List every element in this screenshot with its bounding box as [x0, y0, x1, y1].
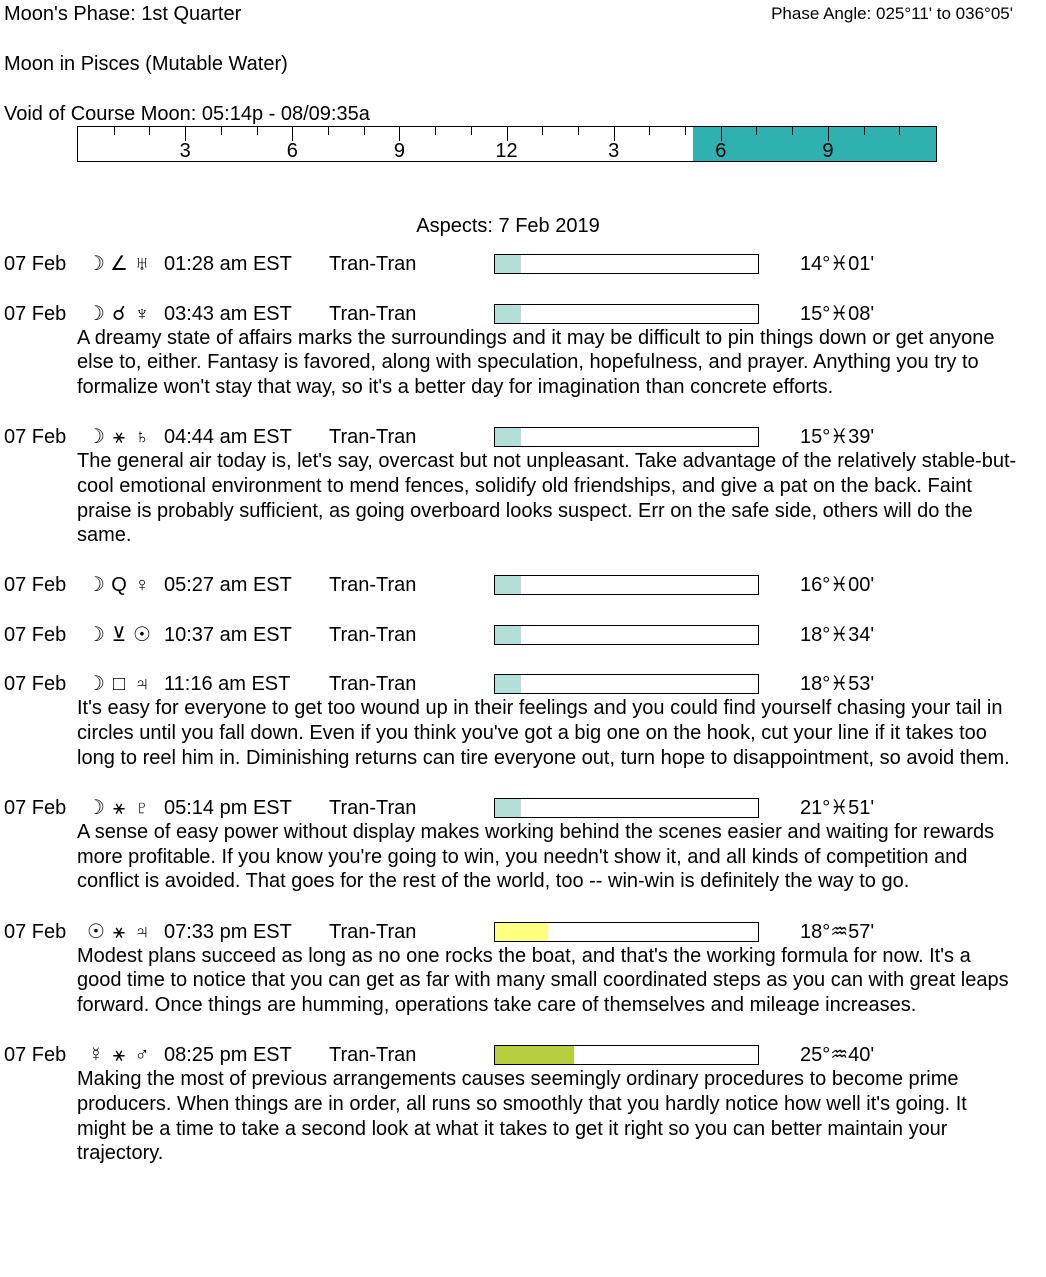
planet-2-icon: ♅: [134, 253, 150, 275]
planet-2-icon: ♂: [134, 1044, 150, 1067]
planet-1-icon: ☽: [87, 673, 105, 696]
aspect-strength-bar: [494, 427, 759, 447]
planet-1-icon: ☽: [87, 623, 105, 646]
aspect-strength-bar: [494, 575, 759, 595]
aspect-description: The general air today is, let's say, overcast but not unpleasant. Take advantage of the relatively stable-but-cool emotional environment to mend fences, solidify old friendships, and give a pat on the back. Faint praise is probably sufficient, as going overboard looks suspect. Err on the safe side, others will do the same.: [77, 450, 1017, 547]
phase-angle-label: Phase Angle: 025°11' to 036°05': [771, 4, 1013, 23]
aspect-description: It's easy for everyone to get too wound up in their feelings and you could find yourself chasing your tail in circles until you fall down. Even if you think you've got a big one on the hook, cut your line if it takes too long to reel him in. Diminishing returns can tire everyone out, turn hope to disappointment, so avoid them.: [77, 697, 1010, 769]
aspect-icon: ☌: [112, 302, 126, 325]
aspect-strength-fill: [495, 626, 521, 644]
timeline-tick-label: 9: [393, 140, 405, 162]
aspect-glyphs: [85, 252, 153, 276]
aspect-date: 07 Feb: [4, 253, 67, 275]
aspect-header-row: [0, 425, 1046, 449]
aspect-glyphs: [85, 1043, 153, 1067]
aspect-strength-fill: [495, 923, 548, 941]
void-of-course-label: Void of Course Moon: 05:14p - 08/09:35a: [4, 103, 370, 125]
aspect-description: A sense of easy power without display makes working behind the scenes easier and waiting for rewards more profitable. If you know you're going to win, you needn't show it, and all kinds of competition and conflict is avoided. That goes for the rest of the world, too -- win-win is definitely the way to go.: [77, 821, 995, 893]
aspect-entry: [0, 302, 1046, 426]
timeline-tick: [756, 127, 757, 135]
aspect-entry: [0, 573, 1046, 623]
aspect-strength-fill: [495, 305, 521, 323]
aspect-entry: [0, 623, 1046, 673]
moon-sign-label: Moon in Pisces (Mutable Water): [4, 53, 288, 75]
entry-spacer: [0, 597, 1046, 623]
aspect-date: 07 Feb: [4, 426, 67, 449]
aspect-icon: ⚹: [113, 920, 125, 943]
aspect-icon: □: [112, 673, 126, 696]
entry-spacer: [0, 1018, 1046, 1044]
timeline-tick: [721, 127, 722, 141]
timeline-tick: [114, 127, 115, 135]
aspect-position: 14°♓01': [800, 253, 875, 275]
aspect-strength-fill: [495, 428, 521, 446]
aspect-glyphs: [85, 573, 153, 597]
aspect-entry: [0, 1043, 1046, 1191]
aspect-position: 15°♓39': [800, 426, 875, 449]
aspect-strength-fill: [495, 576, 521, 594]
aspect-strength-fill: [495, 799, 521, 817]
aspect-header-row: [0, 623, 1046, 647]
aspect-glyphs: [85, 796, 153, 820]
aspect-time: 07:33 pm EST: [164, 920, 292, 943]
timeline-tick: [221, 127, 222, 135]
timeline-tick: [578, 127, 579, 135]
timeline-tick: [507, 127, 508, 141]
aspect-glyphs: [85, 920, 153, 944]
aspect-description: Modest plans succeed as long as no one rocks the boat, and that's the working formula for now. It's a good time to notice that you can get as far with many small coordinated steps as you can with great leaps forward. Once things are humming, operations take care of themselves and mileage increases.: [77, 944, 1009, 1017]
timeline-tick: [364, 127, 365, 135]
timeline-tick: [292, 127, 293, 141]
aspect-header-row: [0, 672, 1046, 696]
aspect-icon: ⚹: [113, 1044, 125, 1067]
timeline-tick-label: 6: [715, 140, 727, 162]
planet-1-icon: ☽: [87, 426, 105, 449]
entry-spacer: [0, 400, 1046, 426]
timeline-tick: [542, 127, 543, 135]
entry-spacer: [0, 647, 1046, 673]
aspect-time: 01:28 am EST: [164, 253, 292, 275]
planet-2-icon: ♆: [134, 302, 150, 325]
aspect-type: Tran-Tran: [329, 253, 417, 275]
aspect-strength-fill: [495, 1046, 574, 1064]
aspect-date: 07 Feb: [4, 302, 67, 325]
aspect-position: 25°♒40': [800, 1044, 875, 1067]
aspect-date: 07 Feb: [4, 797, 67, 820]
aspect-time: 04:44 am EST: [164, 426, 292, 449]
aspects-list: [0, 252, 1046, 1192]
aspect-entry: [0, 920, 1046, 1044]
aspect-header-row: [0, 1043, 1046, 1067]
aspect-icon: ⊻: [111, 623, 127, 646]
planet-2-icon: ♇: [134, 797, 150, 820]
aspect-type: Tran-Tran: [329, 302, 417, 325]
aspect-type: Tran-Tran: [329, 1044, 417, 1067]
aspect-header-row: [0, 252, 1046, 276]
timeline-tick: [685, 127, 686, 135]
timeline-tick: [328, 127, 329, 135]
aspect-strength-fill: [495, 255, 521, 273]
aspect-strength-bar: [494, 625, 759, 645]
timeline-tick-label: 12: [495, 140, 518, 162]
planet-1-icon: ☽: [87, 253, 105, 275]
aspect-time: 05:14 pm EST: [164, 797, 292, 820]
entry-spacer: [0, 1166, 1046, 1192]
aspect-strength-bar: [494, 254, 759, 274]
aspect-type: Tran-Tran: [329, 574, 417, 597]
aspect-strength-bar: [494, 674, 759, 694]
timeline-tick: [864, 127, 865, 135]
aspect-type: Tran-Tran: [329, 797, 417, 820]
planet-1-icon: ☽: [87, 302, 105, 325]
entry-spacer: [0, 276, 1046, 302]
timeline-tick-label: 3: [608, 140, 620, 162]
aspect-header-row: [0, 920, 1046, 944]
timeline-tick: [149, 127, 150, 135]
timeline-tick: [649, 127, 650, 135]
timeline-tick: [792, 127, 793, 135]
aspect-strength-bar: [494, 922, 759, 942]
planet-1-icon: ☽: [87, 797, 105, 820]
planet-2-icon: ♃: [134, 920, 150, 943]
timeline-tick: [185, 127, 186, 141]
entry-spacer: [0, 894, 1046, 920]
timeline-tick-label: 9: [822, 140, 834, 162]
aspect-glyphs: [85, 425, 153, 449]
aspect-description: Making the most of previous arrangements causes seemingly ordinary procedures to become prime producers. When things are in order, all runs so smoothly that you hardly notice how well it's going. It might be a time to take a second look at what it takes to get it right so you can better maintain your trajectory.: [77, 1068, 967, 1165]
aspects-title: Aspects: 7 Feb 2019: [416, 215, 600, 237]
aspect-type: Tran-Tran: [329, 673, 417, 696]
moon-phase-label: Moon's Phase: 1st Quarter: [4, 3, 242, 25]
aspect-icon: ⚹: [113, 426, 125, 449]
aspect-type: Tran-Tran: [329, 920, 417, 943]
timeline-tick: [399, 127, 400, 141]
planet-1-icon: ☉: [87, 920, 105, 943]
aspect-header-row: [0, 573, 1046, 597]
aspect-glyphs: [85, 302, 153, 326]
timeline-tick: [257, 127, 258, 135]
aspect-header-row: [0, 796, 1046, 820]
aspect-strength-fill: [495, 675, 521, 693]
aspect-time: 03:43 am EST: [164, 302, 292, 325]
aspect-type: Tran-Tran: [329, 426, 417, 449]
void-of-course-timeline: [77, 126, 937, 162]
timeline-tick: [614, 127, 615, 141]
aspect-strength-bar: [494, 304, 759, 324]
planet-2-icon: ☉: [133, 623, 151, 646]
aspect-icon: ∠: [110, 253, 128, 275]
aspect-time: 10:37 am EST: [164, 623, 292, 646]
aspect-entry: [0, 252, 1046, 302]
aspect-icon: Q: [111, 574, 127, 597]
entry-spacer: [0, 548, 1046, 574]
entry-spacer: [0, 771, 1046, 797]
aspect-position: 18°♓53': [800, 673, 875, 696]
aspect-glyphs: [85, 672, 153, 696]
aspect-date: 07 Feb: [4, 673, 67, 696]
aspect-date: 07 Feb: [4, 574, 67, 597]
aspect-glyphs: [85, 623, 153, 647]
aspect-icon: ⚹: [113, 797, 125, 820]
planet-1-icon: ☽: [87, 574, 105, 597]
aspect-time: 08:25 pm EST: [164, 1044, 292, 1067]
aspect-position: 15°♓08': [800, 302, 875, 325]
aspect-header-row: [0, 302, 1046, 326]
aspect-date: 07 Feb: [4, 623, 67, 646]
planet-2-icon: ♃: [134, 673, 150, 696]
aspect-position: 18°♓34': [800, 623, 875, 646]
planet-2-icon: ♄: [134, 426, 150, 449]
aspect-date: 07 Feb: [4, 1044, 67, 1067]
aspect-entry: [0, 672, 1046, 796]
aspect-time: 05:27 am EST: [164, 574, 292, 597]
timeline-tick-label: 3: [179, 140, 191, 162]
aspect-time: 11:16 am EST: [164, 673, 291, 696]
aspect-type: Tran-Tran: [329, 623, 417, 646]
aspect-position: 16°♓00': [800, 574, 875, 597]
timeline-tick-label: 6: [286, 140, 298, 162]
aspect-description: A dreamy state of affairs marks the surroundings and it may be difficult to pin things down or get anyone else to, either. Fantasy is favored, along with speculation, hopefulness, and prayer. Anything you try to formalize won't stay that way, so it's a better day for imagination than concrete efforts.: [77, 326, 995, 398]
aspect-date: 07 Feb: [4, 920, 67, 943]
planet-2-icon: ♀: [134, 574, 150, 597]
timeline-tick: [828, 127, 829, 141]
timeline-tick: [471, 127, 472, 135]
aspect-entry: [0, 796, 1046, 920]
timeline-tick: [435, 127, 436, 135]
aspect-strength-bar: [494, 798, 759, 818]
aspect-entry: [0, 425, 1046, 573]
aspect-position: 18°♒57': [800, 920, 875, 943]
aspect-position: 21°♓51': [800, 797, 875, 820]
planet-1-icon: ☿: [88, 1044, 104, 1067]
timeline-tick: [899, 127, 900, 135]
aspect-strength-bar: [494, 1045, 759, 1065]
